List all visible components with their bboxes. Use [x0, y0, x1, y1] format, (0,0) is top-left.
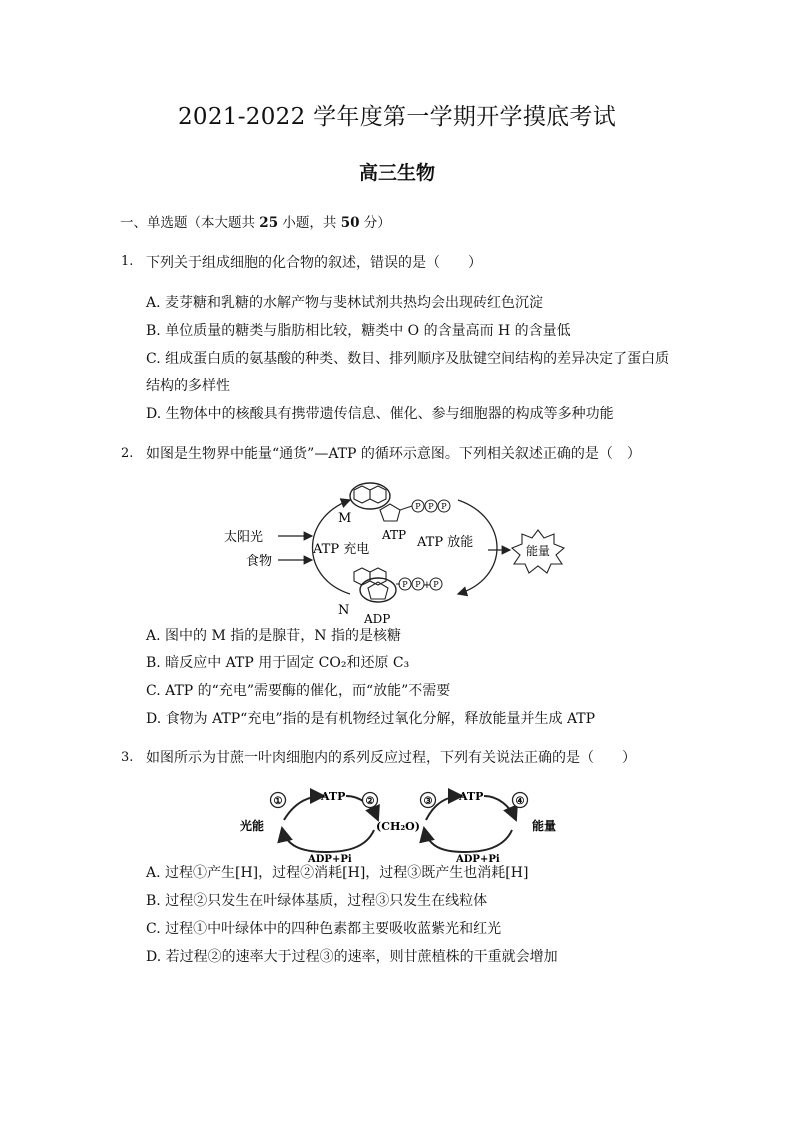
adp-label: ADP — [364, 612, 391, 626]
question-stem: 如图是生物界中能量“通货”—ATP 的循环示意图。下列相关叙述正确的是（ ） — [146, 446, 641, 462]
section-mid: 小题，共 — [278, 215, 341, 231]
option-a: A. 麦芽糖和乳糖的水解产物与斐林试剂共热均会出现砖红色沉淀 — [146, 295, 544, 311]
question-number: 1. — [121, 254, 134, 269]
step-1-label: ① — [273, 796, 283, 807]
arc-1 — [284, 796, 324, 820]
light-energy-label: 光能 — [240, 819, 265, 833]
step-4-label: ④ — [515, 796, 525, 807]
adp-pi-label-right: ADP+Pi — [456, 854, 500, 864]
atp-label: ATP — [382, 528, 407, 542]
arc-4 — [484, 796, 516, 820]
option-c: C. ATP 的“充电”需要酶的催化，而“放能”不需要 — [146, 683, 451, 699]
food-label: 食物 — [246, 554, 273, 569]
phosphate-label: P — [415, 580, 421, 589]
question-stem: 如图所示为甘蔗一叶肉细胞内的系列反应过程，下列有关说法正确的是（ ） — [146, 750, 636, 766]
adp-pi-label-left: ADP+Pi — [308, 854, 352, 864]
option-d: D. 若过程②的速率大于过程③的速率，则甘蔗植株的干重就会增加 — [146, 949, 558, 965]
step-2-label: ② — [365, 796, 375, 807]
section-heading — [120, 211, 391, 231]
atp-cycle-diagram — [220, 478, 580, 628]
option-b: B. 单位质量的糖类与脂肪相比较，糖类中 O 的含量高而 H 的含量低 — [146, 323, 571, 339]
phosphate-label: P — [415, 502, 421, 511]
phosphate-label: P — [441, 502, 447, 511]
section-suffix: 分） — [359, 215, 391, 231]
atp-label-left: ATP — [321, 790, 346, 803]
release-label: ATP 放能 — [417, 535, 474, 550]
step-3-label: ③ — [423, 796, 433, 807]
m-label: M — [338, 511, 352, 526]
option-b: B. 暗反应中 ATP 用于固定 CO₂和还原 C₃ — [146, 655, 410, 671]
phosphate-label: P — [433, 580, 439, 589]
atp-label-right: ATP — [459, 790, 484, 803]
arc-3-return — [424, 828, 464, 852]
phosphate-label: P — [428, 502, 434, 511]
option-d: D. 生物体中的核酸具有携带遗传信息、催化、参与细胞器的构成等多种功能 — [146, 406, 614, 422]
option-c: C. 组成蛋白质的氨基酸的种类、数目、排列顺序及肽键空间结构的差异决定了蛋白质 — [146, 351, 670, 367]
option-c-continued: 结构的多样性 — [146, 378, 230, 394]
option-b: B. 过程②只发生在叶绿体基质，过程③只发生在线粒体 — [146, 893, 488, 909]
charge-label: ATP 充电 — [313, 542, 370, 557]
exam-title: 2021-2022 学年度第一学期开学摸底考试 — [177, 104, 617, 130]
section-count: 25 — [259, 215, 279, 231]
plus-sign: + — [422, 580, 432, 591]
section-score: 50 — [340, 215, 360, 231]
question-number: 2. — [121, 446, 134, 461]
atp-molecule — [350, 483, 450, 521]
n-label: N — [338, 603, 350, 618]
arc-2-return — [326, 830, 374, 852]
option-a: A. 过程①产生[H]，过程②消耗[H]，过程③既产生也消耗[H] — [146, 865, 529, 881]
question-number: 3. — [121, 750, 134, 765]
phosphate-label: P — [402, 580, 408, 589]
arc-1-return — [282, 828, 326, 852]
energy-label: 能量 — [525, 544, 551, 558]
sunlight-label: 太阳光 — [224, 530, 264, 545]
question-stem: 下列关于组成细胞的化合物的叙述，错误的是（ ） — [146, 255, 482, 271]
arc-4-return — [464, 830, 512, 852]
energy-label: 能量 — [532, 819, 557, 833]
section-prefix: 一、单选题（本大题共 — [120, 215, 260, 231]
option-d: D. 食物为 ATP“充电”指的是有机物经过氧化分解，释放能量并生成 ATP — [146, 711, 596, 727]
option-a: A. 图中的 M 指的是腺苷，N 指的是核糖 — [146, 628, 401, 644]
adp-molecule — [354, 568, 442, 602]
ch2o-label: (CH₂O) — [376, 820, 420, 833]
reaction-cycle-diagram — [236, 786, 566, 864]
option-c: C. 过程①中叶绿体中的四种色素都主要吸收蓝紫光和红光 — [146, 921, 502, 937]
exam-subtitle: 高三生物 — [358, 162, 435, 184]
